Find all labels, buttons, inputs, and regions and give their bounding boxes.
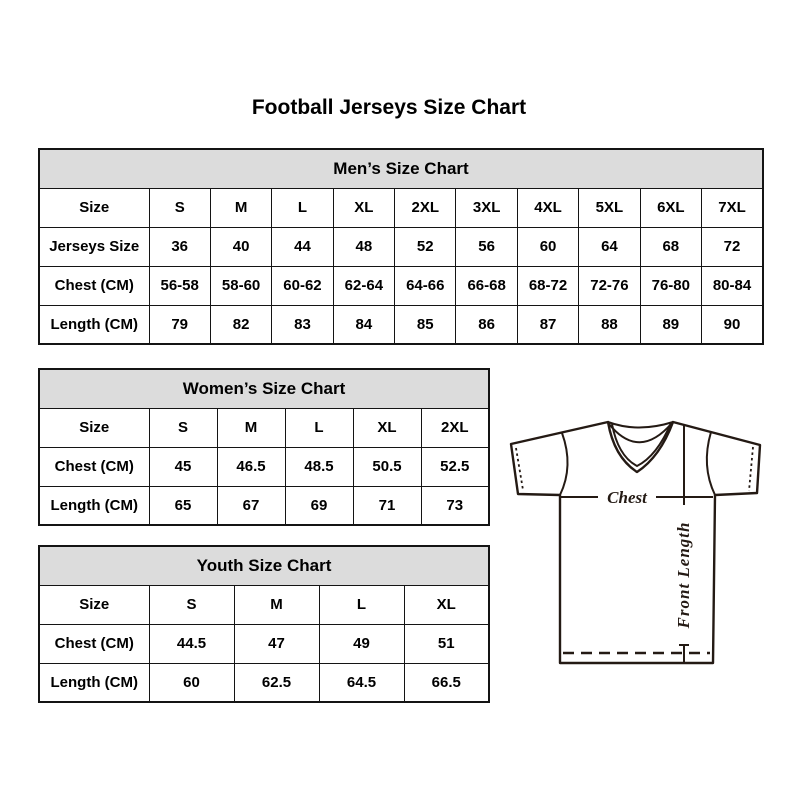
- value-cell: 49: [319, 624, 404, 663]
- size-column-header: XL: [333, 188, 394, 227]
- value-cell: 71: [353, 486, 421, 525]
- value-cell: 66.5: [404, 663, 489, 702]
- value-cell: 50.5: [353, 447, 421, 486]
- table-row: [39, 266, 763, 305]
- table-header-row: [39, 546, 489, 585]
- value-cell: 62.5: [234, 663, 319, 702]
- mens-size-table: [38, 148, 764, 345]
- row-label: Length (CM): [39, 663, 149, 702]
- table-row: [39, 188, 763, 227]
- value-cell: 48: [333, 227, 394, 266]
- size-column-header: S: [149, 188, 210, 227]
- row-label: Chest (CM): [39, 447, 149, 486]
- page-title: Football Jerseys Size Chart: [251, 96, 527, 119]
- value-cell: 62-64: [333, 266, 394, 305]
- table-header-row: [39, 149, 763, 188]
- row-label: Size: [39, 585, 149, 624]
- value-cell: 79: [149, 305, 210, 344]
- row-label: Size: [39, 188, 149, 227]
- size-column-header: L: [285, 408, 353, 447]
- womens-table-title: Women’s Size Chart: [39, 369, 489, 408]
- size-column-header: S: [149, 408, 217, 447]
- value-cell: 58-60: [210, 266, 271, 305]
- row-label: Length (CM): [39, 486, 149, 525]
- row-label: Size: [39, 408, 149, 447]
- value-cell: 60: [149, 663, 234, 702]
- value-cell: 56-58: [149, 266, 210, 305]
- jersey-measurement-diagram: [505, 410, 773, 672]
- collar-back-arc: [608, 422, 673, 428]
- value-cell: 69: [285, 486, 353, 525]
- value-cell: 90: [702, 305, 763, 344]
- table-row: [39, 447, 489, 486]
- value-cell: 84: [333, 305, 394, 344]
- size-column-header: 7XL: [702, 188, 763, 227]
- size-column-header: 3XL: [456, 188, 517, 227]
- value-cell: 45: [149, 447, 217, 486]
- jersey-illustration: [505, 410, 773, 672]
- value-cell: 83: [272, 305, 333, 344]
- table-row: [39, 624, 489, 663]
- value-cell: 85: [395, 305, 456, 344]
- value-cell: 64.5: [319, 663, 404, 702]
- youth-size-table: [38, 545, 490, 703]
- value-cell: 76-80: [640, 266, 701, 305]
- value-cell: 56: [456, 227, 517, 266]
- value-cell: 44.5: [149, 624, 234, 663]
- table-row: [39, 305, 763, 344]
- value-cell: 72-76: [579, 266, 640, 305]
- value-cell: 86: [456, 305, 517, 344]
- size-column-header: L: [319, 585, 404, 624]
- value-cell: 66-68: [456, 266, 517, 305]
- value-cell: 48.5: [285, 447, 353, 486]
- table-row: [39, 486, 489, 525]
- row-label: Jerseys Size: [39, 227, 149, 266]
- front-length-measure-label: Front Length: [674, 521, 693, 629]
- row-label: Chest (CM): [39, 624, 149, 663]
- value-cell: 36: [149, 227, 210, 266]
- size-column-header: M: [217, 408, 285, 447]
- size-column-header: XL: [353, 408, 421, 447]
- table-row: [39, 663, 489, 702]
- value-cell: 64: [579, 227, 640, 266]
- value-cell: 88: [579, 305, 640, 344]
- value-cell: 89: [640, 305, 701, 344]
- chest-measure-label: Chest: [607, 488, 647, 507]
- size-column-header: 5XL: [579, 188, 640, 227]
- value-cell: 64-66: [395, 266, 456, 305]
- value-cell: 44: [272, 227, 333, 266]
- value-cell: 82: [210, 305, 271, 344]
- size-column-header: 6XL: [640, 188, 701, 227]
- value-cell: 67: [217, 486, 285, 525]
- size-column-header: M: [210, 188, 271, 227]
- womens-size-table: [38, 368, 490, 526]
- value-cell: 60-62: [272, 266, 333, 305]
- value-cell: 65: [149, 486, 217, 525]
- size-column-header: M: [234, 585, 319, 624]
- table-row: [39, 227, 763, 266]
- value-cell: 87: [517, 305, 578, 344]
- size-column-header: L: [272, 188, 333, 227]
- size-column-header: XL: [404, 585, 489, 624]
- row-label: Chest (CM): [39, 266, 149, 305]
- value-cell: 46.5: [217, 447, 285, 486]
- value-cell: 52.5: [421, 447, 489, 486]
- size-column-header: S: [149, 585, 234, 624]
- youth-table-title: Youth Size Chart: [39, 546, 489, 585]
- value-cell: 72: [702, 227, 763, 266]
- value-cell: 47: [234, 624, 319, 663]
- table-row: [39, 408, 489, 447]
- mens-table-title: Men’s Size Chart: [39, 149, 763, 188]
- value-cell: 60: [517, 227, 578, 266]
- size-column-header: 2XL: [395, 188, 456, 227]
- size-column-header: 4XL: [517, 188, 578, 227]
- value-cell: 51: [404, 624, 489, 663]
- value-cell: 52: [395, 227, 456, 266]
- value-cell: 68-72: [517, 266, 578, 305]
- value-cell: 40: [210, 227, 271, 266]
- value-cell: 68: [640, 227, 701, 266]
- row-label: Length (CM): [39, 305, 149, 344]
- size-column-header: 2XL: [421, 408, 489, 447]
- table-header-row: [39, 369, 489, 408]
- value-cell: 73: [421, 486, 489, 525]
- value-cell: 80-84: [702, 266, 763, 305]
- table-row: [39, 585, 489, 624]
- jersey-outline: [511, 422, 760, 663]
